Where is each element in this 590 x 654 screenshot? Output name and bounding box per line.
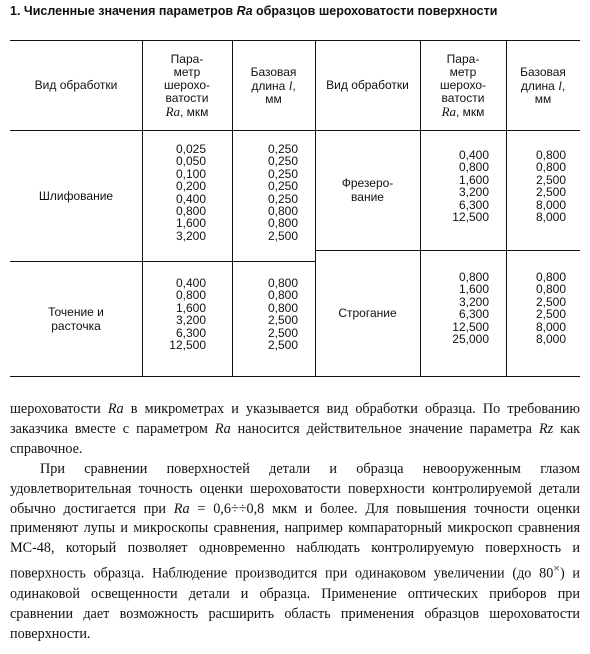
table-cell-value: 0,800: [175, 204, 206, 219]
header-ra-symbol-line: [166, 105, 209, 119]
table-cell-value: 8,000: [535, 319, 566, 334]
table-cell-value: 3,200: [458, 185, 489, 200]
caption-param: Ra: [236, 4, 253, 18]
row-kind: Шлифование: [38, 188, 114, 203]
table-cell-value: 0,400: [458, 148, 489, 162]
rz-symbol: Rz: [538, 420, 554, 437]
header-ra-symbol: Ra: [165, 103, 181, 119]
header-base-label: Базовая длина: [250, 64, 297, 93]
ra-symbol: Ra: [107, 401, 124, 417]
table-cell-value: 0,800: [267, 204, 298, 219]
row-kind: Точение и расточка: [48, 304, 104, 333]
row-kind: Фрезеро- вание: [341, 176, 394, 204]
table-cell-value: 0,250: [267, 154, 298, 169]
header-ra-label: Пара- метр шерохо- ватости: [163, 51, 211, 105]
header-ra-label: Пара- метр шерохо- ватости: [439, 51, 487, 105]
table-cell-value: 0,800: [267, 216, 298, 231]
table-cell-value: 0,800: [267, 300, 298, 315]
header-base: [232, 41, 315, 130]
table-cell-value: 1,600: [175, 216, 206, 231]
table-cell-value: 0,250: [267, 142, 298, 156]
table-cell-value: 0,050: [175, 154, 206, 169]
table-cell-value: 1,600: [458, 282, 489, 297]
table-cell-value: 3,200: [175, 313, 206, 328]
table-cell-value: 2,500: [267, 338, 298, 353]
table-cell-value: 0,800: [267, 288, 298, 303]
table-cell-value: 2,500: [535, 307, 566, 322]
header-ra-unit: , мкм: [456, 104, 485, 119]
header-base-unit: , мм: [534, 78, 566, 106]
text-span: При сравнении поверхностей детали и образца невооруженным глазом удовлетворительная точность оценки шероховатости поверхности контролируемой детали обычно достигается при: [10, 460, 580, 517]
table-cell-value: 0,250: [267, 191, 298, 206]
header-base-right: [506, 41, 580, 130]
header-base-unit: , мм: [265, 78, 296, 106]
header-ra-right: [420, 41, 506, 130]
table-cell-value: 6,300: [458, 307, 489, 322]
ra-values: [142, 277, 206, 351]
table-cell-value: 25,000: [452, 332, 489, 347]
table-cell-value: 0,400: [175, 276, 206, 290]
ra-symbol: Ra: [173, 500, 190, 517]
header-base-symbol: l: [558, 77, 562, 93]
table-cell-value: 2,500: [267, 313, 298, 328]
text-span: ) и одинаковой освещенности детали и образца. Применение оптических приборов при сравнении дает возможность расширить область применения образцов шероховатости поверхности.: [10, 565, 580, 642]
table-cell-value: 0,800: [458, 270, 489, 284]
table-cell-value: 2,500: [535, 294, 566, 309]
table-cell-value: 2,500: [267, 228, 298, 243]
caption-number: 1.: [10, 4, 21, 18]
header-kind-right: Вид обработки: [326, 78, 409, 92]
table-cell-value: 2,500: [535, 172, 566, 187]
header-base-label: Базовая длина: [520, 64, 566, 93]
header-base-line: [251, 66, 297, 106]
table-cell-value: 12,500: [452, 210, 489, 225]
table-cell-value: 0,100: [175, 166, 206, 181]
table-cell-value: 2,500: [267, 325, 298, 340]
table-cell-value: 0,250: [267, 166, 298, 181]
base-length-values: [232, 143, 298, 242]
table-cell-value: 0,800: [535, 270, 566, 284]
text-span: в микрометрах и указывается вид обработки образца. По требованию заказчика вместе с параметром: [10, 401, 581, 437]
base-length-values: [506, 149, 566, 223]
table-cell-value: 12,500: [169, 338, 206, 353]
table-cell-value: 0,250: [267, 179, 298, 194]
header-base-symbol: l: [288, 77, 293, 93]
text-span: как справочное.: [10, 420, 581, 457]
header-ra-unit: , мкм: [180, 104, 209, 119]
table-cell-value: 0,800: [535, 282, 566, 297]
table-cell-value: 6,300: [175, 325, 206, 340]
table-cell-value: 6,300: [458, 197, 489, 212]
base-length-values: [232, 277, 298, 351]
text-span: шероховатости: [10, 401, 101, 417]
table-cell-value: 0,800: [535, 148, 566, 162]
table-cell-value: 8,000: [535, 210, 566, 225]
table-cell-value: 12,500: [452, 319, 489, 334]
text-span: наносится действительное значение параметра: [237, 420, 532, 437]
table-cell-value: 0,025: [175, 142, 206, 156]
row-kind: Строгание: [338, 306, 397, 320]
ra-symbol: Ra: [214, 420, 231, 437]
header-ra: [142, 41, 232, 130]
header-ra-symbol: Ra: [441, 103, 457, 119]
table-cell-value: 0,800: [175, 288, 206, 303]
table-cell-value: 0,400: [175, 191, 206, 206]
header-kind: Вид обработки: [34, 78, 118, 92]
table-cell-value: 8,000: [535, 332, 566, 347]
table-caption: [10, 4, 580, 18]
header-base-line: [520, 66, 566, 106]
table-cell-value: 0,800: [535, 160, 566, 175]
table-cell-value: 1,600: [458, 172, 489, 187]
ra-values: [142, 143, 206, 242]
table-cell-value: 2,500: [535, 185, 566, 200]
body-text: [10, 400, 580, 645]
table-cell-value: 1,600: [175, 300, 206, 315]
header-ra-symbol-line: [442, 105, 485, 119]
table-cell-value: 3,200: [175, 228, 206, 243]
caption-text-before: Численные значения параметров: [23, 4, 234, 18]
table-cell-value: 3,200: [458, 294, 489, 309]
roughness-table: [10, 40, 580, 377]
text-span: = 0,6÷÷0,8 мкм и более. Для повышения точности оценки применяют лупы и микроскопы сравнения, например компараторный микроскоп сравнения МС-48, который позволяет одновременно наблюдать контролируемую поверхность и поверхность образца. Наблюдение производится при одинаковом увеличении (до 80: [10, 500, 581, 582]
paragraph: [10, 400, 580, 460]
magnification-sign: ×: [553, 561, 560, 576]
ra-values: [420, 271, 489, 345]
caption-text-after: образцов шероховатости поверхности: [256, 4, 498, 18]
table-cell-value: 0,800: [458, 160, 489, 175]
paragraph: [10, 460, 580, 645]
base-length-values: [506, 271, 566, 345]
ra-values: [420, 149, 489, 223]
table-cell-value: 8,000: [535, 197, 566, 212]
table-cell-value: 0,800: [267, 276, 298, 290]
table-cell-value: 0,200: [175, 179, 206, 194]
